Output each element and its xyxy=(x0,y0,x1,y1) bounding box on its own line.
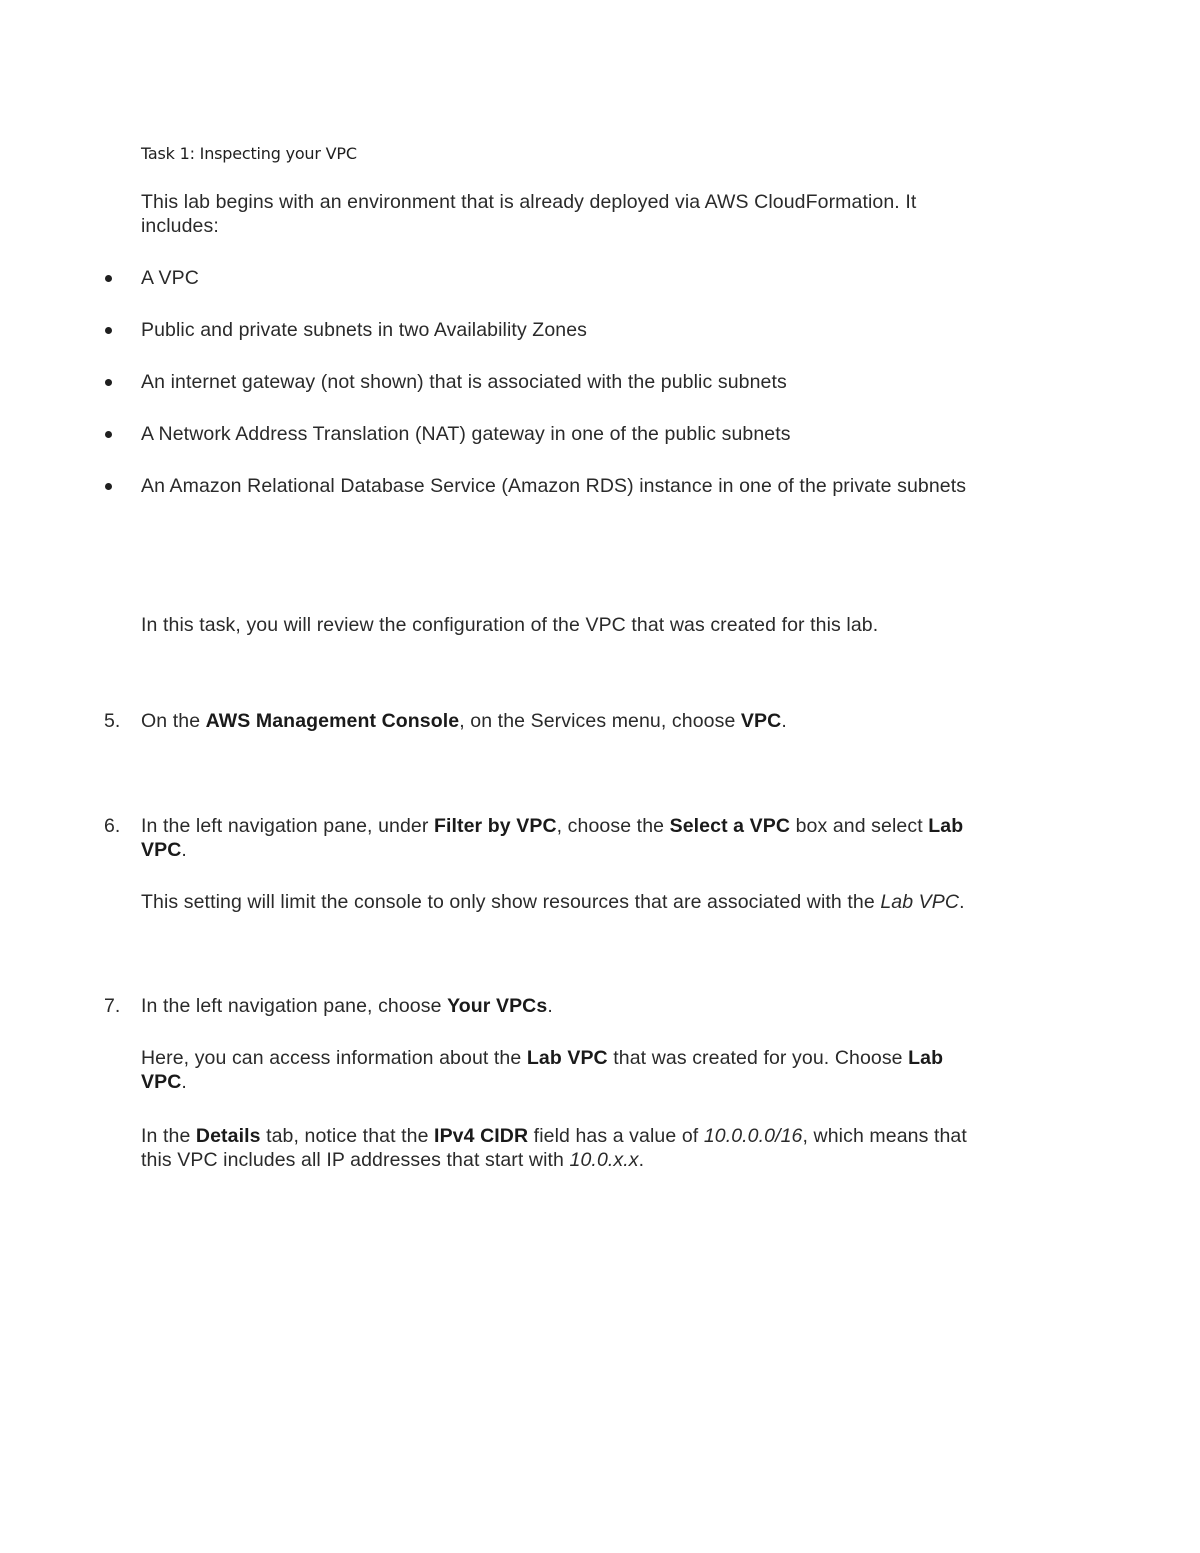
step-number: 6. xyxy=(104,815,121,837)
italic-run: Lab VPC xyxy=(880,891,960,913)
bullet-item: A VPC xyxy=(141,267,199,289)
bullet-icon xyxy=(105,431,112,438)
text-run: In the xyxy=(141,1125,196,1147)
text-run: , on the Services menu, choose xyxy=(459,710,741,732)
bullet-item: An Amazon Relational Database Service (Amazon RDS) instance in one of the private subnets xyxy=(141,475,967,497)
text-run: that was created for you. Choose xyxy=(607,1047,909,1069)
italic-run: 10.0.x.x xyxy=(569,1149,639,1171)
text-run: . xyxy=(547,995,553,1017)
bold-run: IPv4 CIDR xyxy=(434,1125,529,1147)
bold-run: VPC xyxy=(141,839,182,861)
bold-run: Filter by VPC xyxy=(433,815,557,837)
text-run: field has a value of xyxy=(528,1125,704,1147)
bullet-item: Public and private subnets in two Availability Zones xyxy=(141,319,588,341)
text-run: . xyxy=(181,839,187,861)
bold-run: AWS Management Console xyxy=(205,710,460,732)
bold-run: VPC xyxy=(740,710,782,732)
italic-run: 10.0.0.0/16 xyxy=(703,1125,803,1147)
step-7-paragraph-3 xyxy=(141,1124,1061,1172)
step-7-text xyxy=(141,994,1061,1018)
step-number: 5. xyxy=(104,710,121,732)
step-7-paragraph-2 xyxy=(141,1046,1061,1094)
text-run: , choose the xyxy=(556,815,670,837)
text-run: . xyxy=(959,891,965,913)
text-run: this VPC includes all IP addresses that start with xyxy=(141,1149,570,1171)
step-6-note xyxy=(141,890,1061,914)
task-description: In this task, you will review the configuration of the VPC that was created for this lab. xyxy=(141,614,879,636)
bold-run: Your VPCs xyxy=(447,995,548,1017)
text-run: tab, notice that the xyxy=(260,1125,435,1147)
text-run: , which means that xyxy=(802,1125,967,1147)
bold-run: Details xyxy=(195,1125,261,1147)
bullet-item: A Network Address Translation (NAT) gateway in one of the public subnets xyxy=(141,423,791,445)
step-5-text xyxy=(141,709,1061,733)
bullet-item: An internet gateway (not shown) that is associated with the public subnets xyxy=(141,371,787,393)
text-run: On the xyxy=(141,710,206,732)
text-run: . xyxy=(181,1071,187,1093)
text-run: In the left navigation pane, choose xyxy=(141,995,448,1017)
text-run: box and select xyxy=(790,815,929,837)
bold-run: Lab xyxy=(908,1047,944,1069)
intro-line-1: This lab begins with an environment that is already deployed via AWS CloudFormation. It xyxy=(141,191,917,213)
bold-run: VPC xyxy=(141,1071,182,1093)
text-run: . xyxy=(781,710,787,732)
intro-paragraph xyxy=(141,190,1061,238)
bold-run: Lab xyxy=(928,815,964,837)
task-title: Task 1: Inspecting your VPC xyxy=(141,144,357,163)
text-run: Here, you can access information about the xyxy=(141,1047,527,1069)
text-run: This setting will limit the console to only show resources that are associated with the xyxy=(141,891,881,913)
bullet-icon xyxy=(105,275,112,282)
step-number: 7. xyxy=(104,995,121,1017)
intro-line-2: includes: xyxy=(141,215,219,237)
bullet-icon xyxy=(105,327,112,334)
bullet-icon xyxy=(105,379,112,386)
bold-run: Lab VPC xyxy=(526,1047,608,1069)
text-run: . xyxy=(638,1149,645,1171)
step-6-text xyxy=(141,814,1061,862)
bullet-icon xyxy=(105,483,112,490)
bold-run: Select a VPC xyxy=(669,815,791,837)
text-run: In the left navigation pane, under xyxy=(141,815,434,837)
